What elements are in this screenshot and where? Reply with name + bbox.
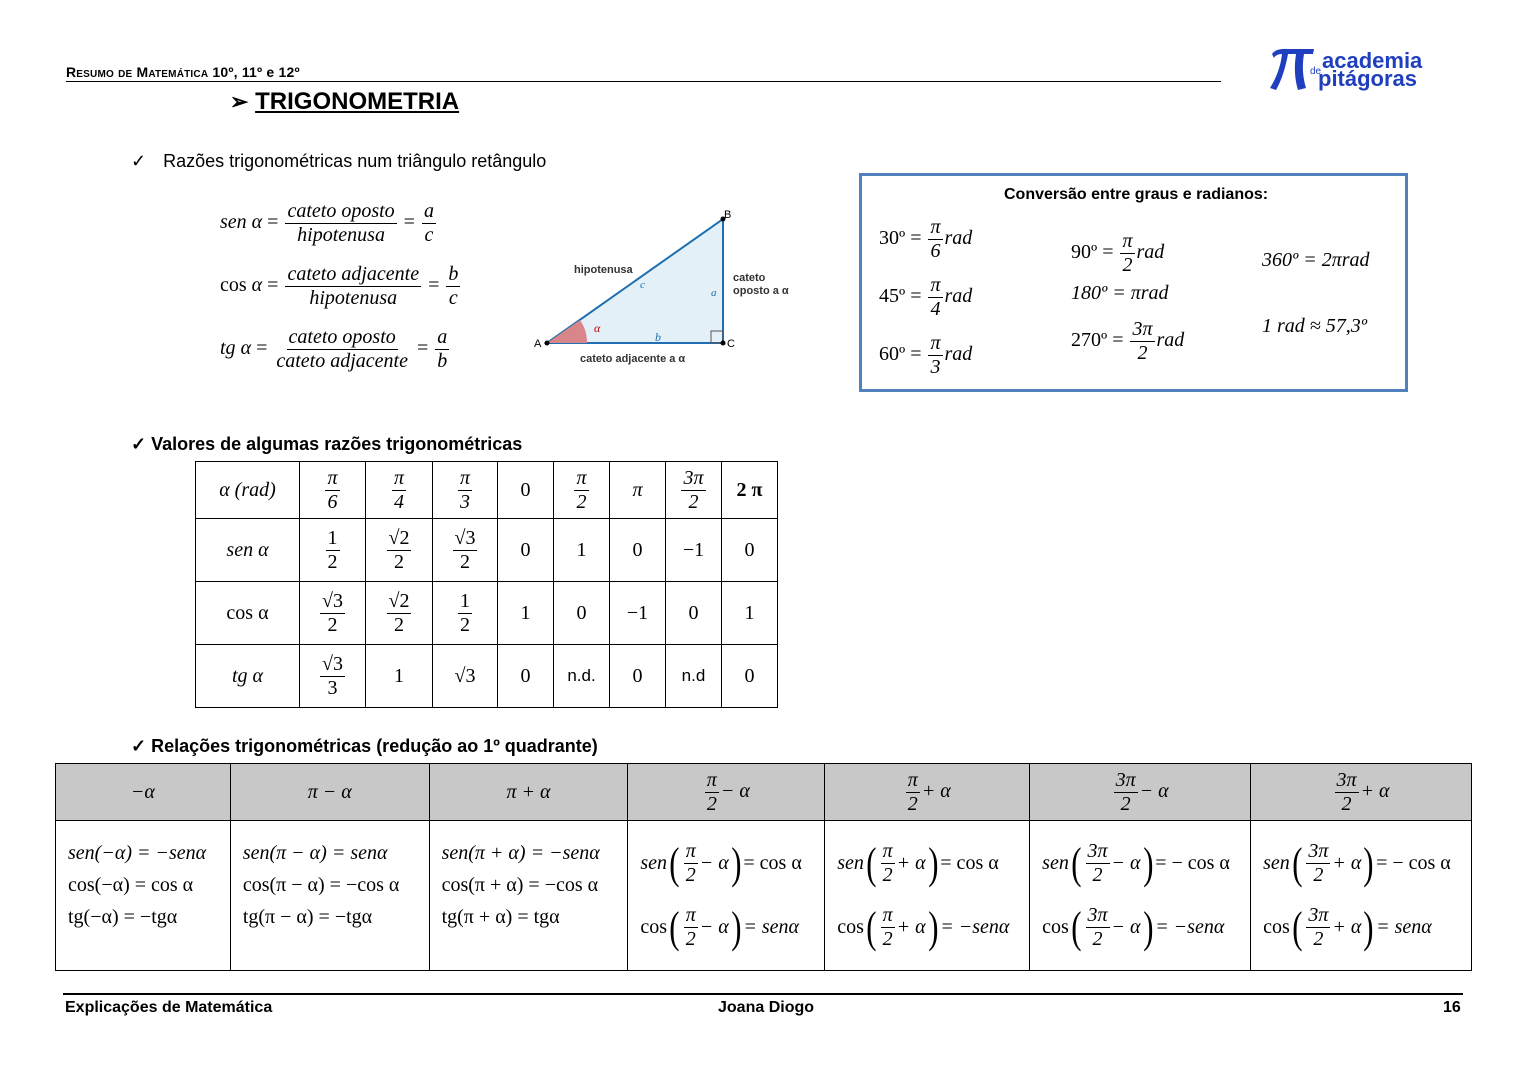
frac-num: π — [882, 904, 893, 926]
frac-den: 2 — [1341, 792, 1352, 815]
frac-45 — [928, 274, 942, 321]
tg-den: cateto adjacente — [276, 350, 408, 372]
table-cell: 1 — [722, 582, 778, 645]
rel-line: sen(−α) = −senα — [68, 842, 207, 864]
cos-ratio — [285, 263, 421, 310]
table-cell: 0 — [666, 582, 722, 645]
tg-num: cateto oposto — [288, 326, 396, 348]
frac-den: 2 — [706, 792, 717, 815]
fn-sen: sen — [1263, 852, 1290, 874]
tg-ratio — [274, 326, 410, 373]
table-cell — [366, 582, 433, 645]
unit-270: rad — [1156, 329, 1185, 352]
header-rule — [66, 81, 1221, 82]
table-cell: n.d. — [554, 645, 610, 708]
adjacent-label: cateto adjacente a α — [580, 353, 686, 365]
num-90: π — [1122, 230, 1133, 252]
table-cell — [366, 519, 433, 582]
vertex-c-label: C — [727, 338, 735, 350]
table-cell — [825, 821, 1030, 971]
rel-line: cos ( $\frac{3\pi}{2}$ + α ) = senα — [1263, 902, 1432, 952]
cos-lhs: cos — [220, 274, 247, 297]
sen-letter-ratio — [422, 200, 436, 247]
conversion-45: 45º = $\frac{\pi}{4}$ rad — [879, 274, 973, 320]
table-cell — [300, 645, 366, 708]
table-header-cell — [825, 764, 1030, 821]
document-header-title — [66, 64, 300, 80]
frac-den: 3 — [327, 676, 338, 699]
rel-line: cos ( $\frac{3\pi}{2}$ − α ) = −senα — [1042, 902, 1225, 952]
frac-num: π — [576, 466, 587, 489]
table-row — [196, 645, 778, 708]
arg-suffix: + α — [896, 916, 926, 938]
table-cell — [1030, 821, 1251, 971]
table-cell: tg α — [196, 645, 300, 708]
table-cell — [433, 519, 498, 582]
rel-rhs: = cos α — [940, 852, 999, 874]
cos-formula: cos α = $\frac{\text{cateto adjacente}}{\text{hipotenusa}}$ = $\frac{b}{c}$ — [220, 263, 459, 309]
table-cell — [666, 462, 722, 519]
fn-cos: cos — [1042, 916, 1069, 938]
angle-alpha-wedge — [547, 320, 587, 343]
side-a-label: a — [711, 287, 717, 299]
head-suffix: + α — [1360, 779, 1390, 802]
footer-left: Explicações de Matemática — [65, 999, 273, 1016]
frac-den: 2 — [1313, 928, 1324, 950]
table-cell: −1 — [610, 582, 666, 645]
frac-num: 3π — [1115, 768, 1136, 791]
frac-90 — [1120, 230, 1134, 277]
head-suffix: + α — [921, 779, 951, 802]
table-row — [196, 462, 778, 519]
table-cell: 1 — [498, 582, 554, 645]
rel-line: sen ( $\frac{3\pi}{2}$ − α ) = − cos α — [1042, 838, 1230, 888]
section-title — [230, 88, 459, 116]
head-suffix: − α — [1139, 779, 1169, 802]
frac-num: π — [459, 466, 471, 489]
rel-rhs: = − cos α — [1155, 852, 1230, 874]
frac-den: 2 — [393, 613, 404, 636]
rel-line: sen(π − α) = senα — [242, 842, 388, 864]
table-row — [196, 519, 778, 582]
rel-line: tg(π − α) = −tgα — [242, 906, 373, 928]
frac-den: 3 — [460, 490, 470, 513]
frac-den: 2 — [685, 864, 696, 886]
frac-den: 2 — [1313, 864, 1324, 886]
table-cell: 1 — [366, 645, 433, 708]
conversion-30: 30º = $\frac{\pi}{6}$ rad — [879, 216, 973, 262]
arg-suffix: + α — [896, 852, 926, 874]
frac-den: 2 — [1092, 928, 1103, 950]
num-30: π — [930, 216, 941, 238]
reduction-heading — [131, 736, 598, 757]
unit-90: rad — [1136, 241, 1165, 264]
opposite-label-1: cateto — [733, 272, 766, 284]
frac-den: 4 — [394, 490, 404, 513]
right-triangle-diagram — [530, 205, 810, 375]
frac-num: √3 — [322, 652, 343, 675]
arg-suffix: − α — [1111, 852, 1141, 874]
frac-den: 2 — [882, 864, 893, 886]
page-number: 16 — [1443, 999, 1461, 1016]
table-cell — [429, 821, 628, 971]
rel-line: cos ( $\frac{\pi}{2}$ − α ) = senα — [640, 902, 800, 952]
rel-line: cos ( $\frac{\pi}{2}$ + α ) = −senα — [837, 902, 1010, 952]
footer-rule — [63, 993, 1463, 995]
sen-formula: sen α = $\frac{\text{cateto oposto}}{\text{hipotenusa}}$ = $\frac{a}{c}$ — [220, 200, 434, 246]
rel-line: sen ( $\frac{\pi}{2}$ − α ) = cos α — [640, 838, 802, 888]
frac-num: π — [685, 904, 696, 926]
logo-text-academia: academia — [1322, 48, 1423, 73]
table-cell: 0 — [610, 519, 666, 582]
rel-rhs: = −senα — [1155, 916, 1225, 938]
sen-num: cateto oposto — [287, 200, 395, 222]
arg-suffix: − α — [1111, 916, 1141, 938]
section-title-text: TRIGONOMETRIA — [255, 88, 460, 115]
tg-rnum: a — [437, 326, 448, 348]
unit-60: rad — [944, 343, 973, 366]
table-header-cell: π − α — [230, 764, 429, 821]
cos-num: cateto adjacente — [287, 263, 420, 285]
frac-den: 2 — [907, 792, 918, 815]
frac-num: 3π — [683, 466, 704, 489]
rel-rhs: = − cos α — [1376, 852, 1451, 874]
table-cell: sen α — [196, 519, 300, 582]
header-title-prefix: Resumo de Matemática 10 — [66, 64, 229, 80]
rel-rhs: = −senα — [940, 916, 1010, 938]
unit-45: rad — [944, 285, 973, 308]
vertex-b-label: B — [724, 209, 732, 221]
table-cell: −1 — [666, 519, 722, 582]
den-270: 2 — [1137, 342, 1148, 364]
frac-num: √2 — [388, 589, 410, 612]
table-cell: n.d — [666, 645, 722, 708]
frac-num: 3π — [1308, 840, 1329, 862]
sen-ratio — [285, 200, 396, 247]
frac-60 — [928, 332, 942, 379]
table-cell — [300, 462, 366, 519]
rel-rhs: = senα — [743, 916, 800, 938]
row-cos-label: cos α — [226, 601, 269, 624]
table-cell — [56, 821, 231, 971]
side-b-label: b — [655, 330, 661, 344]
right-triangle-heading-text: Razões trigonométricas num triângulo retângulo — [163, 151, 547, 171]
tg-rden: b — [437, 350, 448, 372]
rel-line: cos(−α) = cos α — [68, 874, 194, 896]
table-cell: 0 — [722, 519, 778, 582]
academia-pitagoras-logo — [1268, 46, 1428, 96]
frac-num: √2 — [388, 526, 410, 549]
deg-30: 30º — [879, 227, 906, 250]
frac-num: 1 — [327, 526, 338, 549]
reduction-heading-text: Relações trigonométricas (redução ao 1º quadrante) — [151, 736, 598, 756]
head-suffix: − α — [720, 779, 750, 802]
frac-num: √3 — [322, 589, 343, 612]
frac-den: 2 — [688, 490, 699, 513]
frac-den: 2 — [882, 928, 893, 950]
frac-den: 6 — [327, 490, 338, 513]
deg-45: 45º — [879, 285, 906, 308]
rel-line: sen ( $\frac{3\pi}{2}$ + α ) = − cos α — [1263, 838, 1451, 888]
frac-den: 2 — [1120, 792, 1131, 815]
fn-sen: sen — [837, 852, 864, 874]
frac-num: 1 — [460, 589, 470, 612]
table-header-cell — [1251, 764, 1472, 821]
fn-cos: cos — [1263, 916, 1290, 938]
table-cell: 0 — [498, 645, 554, 708]
rel-rhs: = cos α — [743, 852, 802, 874]
table-cell — [1251, 821, 1472, 971]
checkmark-icon: ✓ — [131, 151, 147, 171]
vertex-a-label: A — [534, 338, 542, 350]
table-cell: 2 π — [722, 462, 778, 519]
frac-num: π — [327, 466, 338, 489]
table-row — [56, 764, 1472, 821]
cos-letter-ratio — [446, 263, 460, 310]
arg-suffix: + α — [1332, 852, 1362, 874]
table-cell: 0 — [722, 645, 778, 708]
checkmark-icon: ✓ — [131, 736, 147, 756]
table-row — [56, 821, 1472, 971]
logo-text-pitagoras: pitágoras — [1318, 66, 1418, 91]
frac-num: 3π — [1336, 768, 1357, 791]
frac-den: 2 — [1092, 864, 1103, 886]
deg-90: 90º — [1071, 241, 1098, 264]
cos-rden: c — [448, 287, 458, 309]
table-cell: α (rad) — [196, 462, 300, 519]
rel-line: cos(π − α) = −cos α — [242, 874, 400, 896]
rel-line: sen ( $\frac{\pi}{2}$ + α ) = cos α — [837, 838, 999, 888]
table-row — [196, 582, 778, 645]
frac-den: 2 — [685, 928, 696, 950]
deg-60: 60º — [879, 343, 906, 366]
alpha-symbol: α — [240, 337, 252, 360]
frac-num: π — [393, 466, 405, 489]
frac-den: 2 — [393, 550, 404, 573]
right-triangle-heading — [131, 151, 546, 172]
table-cell: 0 — [554, 582, 610, 645]
table-cell — [230, 821, 429, 971]
den-60: 3 — [930, 356, 941, 378]
arg-suffix: − α — [699, 852, 729, 874]
fn-cos: cos — [837, 916, 864, 938]
sen-den: hipotenusa — [297, 224, 385, 246]
den-30: 6 — [930, 240, 941, 262]
table-cell: 1 — [554, 519, 610, 582]
table-cell — [300, 519, 366, 582]
frac-270 — [1130, 318, 1154, 365]
arg-suffix: − α — [699, 916, 729, 938]
arg-suffix: + α — [1332, 916, 1362, 938]
conversion-90: 90º = $\frac{\pi}{2}$ rad — [1071, 230, 1165, 276]
rel-rhs: = senα — [1376, 916, 1432, 938]
frac-den: 2 — [459, 550, 470, 573]
rel-line: tg(−α) = −tgα — [68, 906, 178, 928]
den-90: 2 — [1122, 254, 1133, 276]
frac-num: 3π — [1087, 840, 1108, 862]
frac-num: π — [706, 768, 717, 791]
table-cell — [366, 462, 433, 519]
tg-formula: tg α = $\frac{\text{cateto oposto}}{\text{cateto adjacente}}$ = $\frac{a}{b}$ — [220, 326, 448, 372]
arrow-bullet-icon: ➢ — [230, 89, 249, 114]
rel-line: sen(π + α) = −senα — [441, 842, 600, 864]
frac-num: π — [685, 840, 696, 862]
den-45: 4 — [930, 298, 941, 320]
table-header-cell — [628, 764, 825, 821]
table-cell: π — [610, 462, 666, 519]
table-cell — [433, 462, 498, 519]
fn-sen: sen — [1042, 852, 1069, 874]
frac-num: 3π — [1308, 904, 1329, 926]
cos-den: hipotenusa — [309, 287, 398, 309]
sen-lhs: sen — [220, 211, 247, 234]
conversion-1rad: 1 rad ≈ 57,3º — [1262, 315, 1367, 337]
triangle-shape — [547, 219, 723, 343]
num-60: π — [930, 332, 941, 354]
conversion-180: 180º = πrad — [1071, 282, 1169, 304]
num-270: 3π — [1132, 318, 1153, 340]
frac-den: 2 — [460, 613, 470, 636]
rel-line: tg(π + α) = tgα — [441, 906, 560, 928]
rel-line: cos(π + α) = −cos α — [441, 874, 599, 896]
opposite-label-2: oposto a α — [733, 285, 789, 297]
frac-30 — [928, 216, 942, 263]
table-cell: √3 — [433, 645, 498, 708]
num-45: π — [930, 274, 941, 296]
sen-rden: c — [424, 224, 434, 246]
fn-sen: sen — [640, 852, 668, 874]
footer-center: Joana Diogo — [718, 999, 815, 1016]
tg-letter-ratio — [435, 326, 449, 373]
fn-cos: cos — [640, 916, 668, 938]
cos-rnum: b — [448, 263, 459, 285]
frac-num: π — [907, 768, 918, 791]
alpha-symbol: α — [251, 274, 263, 297]
hypotenuse-label: hipotenusa — [574, 264, 633, 276]
table-cell: 0 — [498, 519, 554, 582]
values-table-heading-text: Valores de algumas razões trigonométricas — [151, 434, 523, 454]
conversion-270: 270º = $\frac{3\pi}{2}$ rad — [1071, 318, 1185, 364]
tg-lhs: tg — [220, 337, 236, 360]
table-cell — [300, 582, 366, 645]
frac-den: 2 — [576, 490, 587, 513]
table-header-cell — [1030, 764, 1251, 821]
reduction-table — [55, 763, 1472, 971]
table-cell — [554, 462, 610, 519]
unit-30: rad — [944, 227, 973, 250]
deg-270: 270º — [1071, 329, 1108, 352]
frac-num: √3 — [454, 526, 476, 549]
table-header-cell: −α — [56, 764, 231, 821]
table-cell: 0 — [610, 645, 666, 708]
table-cell: 0 — [498, 462, 554, 519]
checkmark-icon: ✓ — [131, 434, 147, 454]
angle-alpha-label: α — [594, 321, 601, 335]
header-title-rest: º, 11º e 12º — [228, 64, 300, 80]
frac-num: π — [882, 840, 893, 862]
table-cell — [628, 821, 825, 971]
table-cell — [433, 582, 498, 645]
frac-den: 2 — [327, 613, 338, 636]
table-cell — [196, 582, 300, 645]
conversion-title: Conversão entre graus e radianos: — [1004, 186, 1269, 203]
logo-text-de: de — [1310, 66, 1322, 77]
conversion-360: 360º = 2πrad — [1262, 249, 1370, 271]
conversion-60: 60º = $\frac{\pi}{3}$ rad — [879, 332, 973, 378]
table-header-cell: π + α — [429, 764, 628, 821]
conversion-box — [859, 173, 1408, 392]
side-c-label: c — [640, 279, 645, 291]
trig-values-table — [195, 461, 778, 708]
frac-num: 3π — [1087, 904, 1108, 926]
values-table-heading — [131, 434, 522, 455]
alpha-symbol: α — [251, 211, 263, 234]
sen-rnum: a — [423, 200, 434, 222]
frac-den: 2 — [327, 550, 338, 573]
